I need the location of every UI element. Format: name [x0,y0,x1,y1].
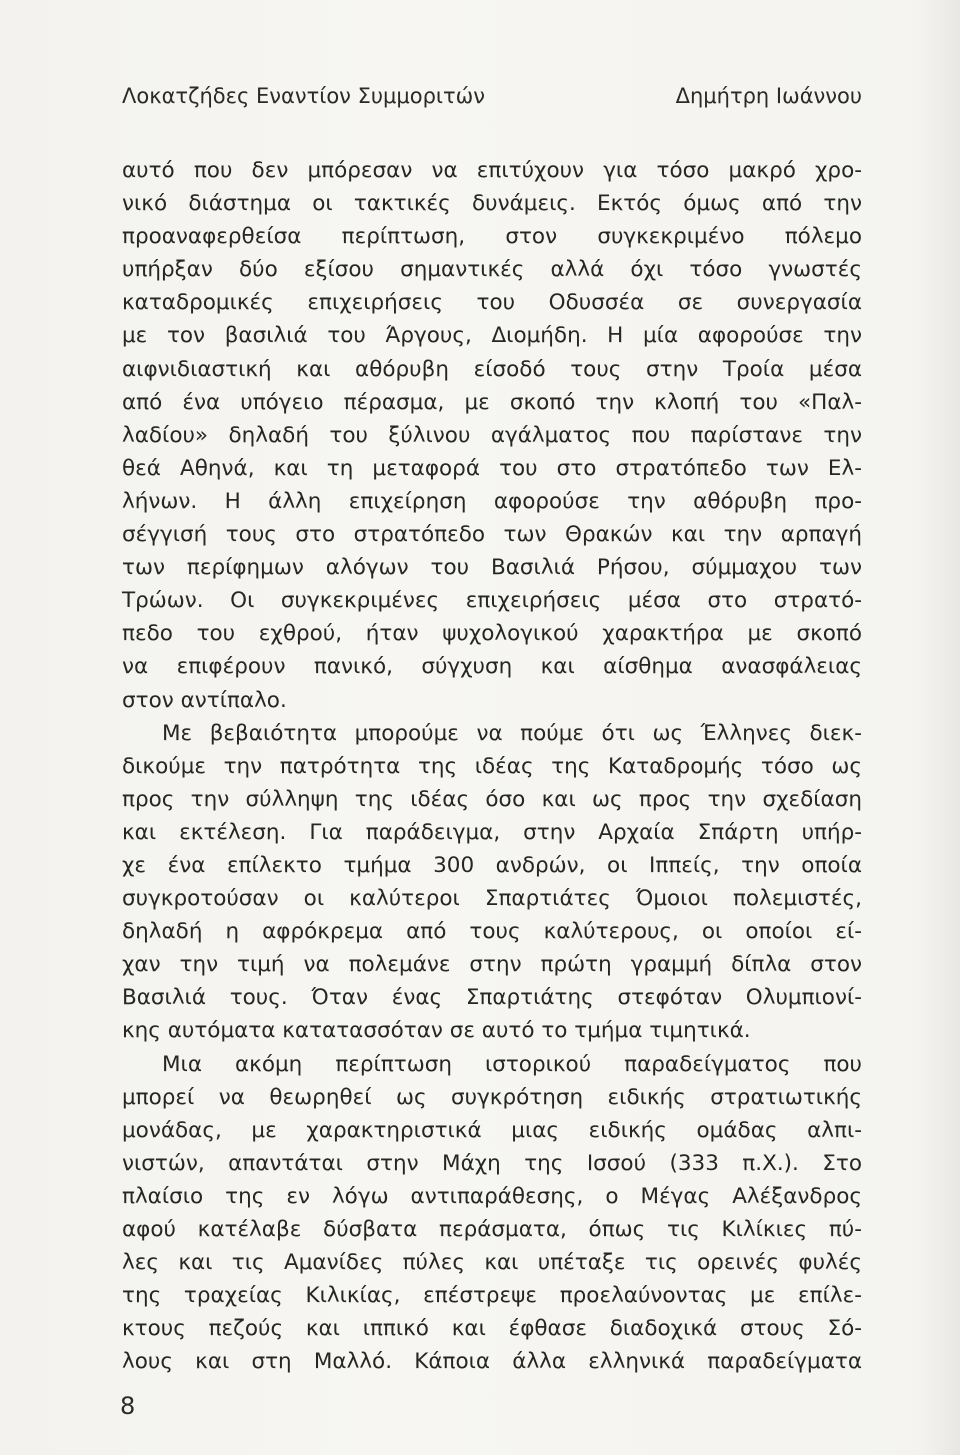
text-line: αιφνιδιαστική και αθόρυβη είσοδό τους στην Τροία μέσα [122,356,862,382]
running-header [122,84,862,108]
text-line: χε ένα επίλεκτο τμήμα 300 ανδρών, οι Ιππείς, την οποία [122,852,862,878]
text-line: πεδο του εχθρού, ήταν ψυχολογικού χαρακτήρα με σκοπό [122,621,862,647]
text-line: συγκροτούσαν οι καλύτεροι Σπαρτιάτες Όμοιοι πολεμιστές, [122,886,862,912]
text-line: λαδίου» δηλαδή του ξύλινου αγάλματος που παρίστανε την [122,422,862,448]
text-line: της τραχείας Κιλικίας, επέστρεψε προελαύνοντας με επίλε- [122,1283,862,1309]
text-line: από ένα υπόγειο πέρασμα, με σκοπό την κλοπή του «Παλ- [122,389,862,415]
text-line: λες και τις Αμανίδες πύλες και υπέταξε τις ορεινές φυλές [122,1250,862,1276]
paragraph-3 [122,1048,862,1379]
author-name: Δημήτρη Ιωάννου [675,84,862,108]
text-line: δηλαδή η αφρόκρεμα από τους καλύτερους, οι οποίοι εί- [122,919,862,945]
book-title: Λοκατζήδες Εναντίον Συμμοριτών [122,84,485,108]
text-line: αυτό που δεν μπόρεσαν να επιτύχουν για τόσο μακρό χρο- [122,158,862,183]
text-line: να επιφέρουν πανικό, σύγχυση και αίσθημα ανασφάλειας [122,654,862,680]
text-line: υπήρξαν δύο εξίσου σημαντικές αλλά όχι τόσο γνωστές [122,257,862,283]
text-line: κτους πεζούς και ιππικό και έφθασε διαδοχικά στους Σό- [122,1316,862,1342]
text-line: προς την σύλληψη της ιδέας όσο και ως προς την σχεδίαση [122,786,862,812]
text-line: και εκτέλεση. Για παράδειγμα, στην Αρχαία Σπάρτη υπήρ- [122,819,862,845]
text-line: καταδρομικές επιχειρήσεις του Οδυσσέα σε συνεργασία [122,290,862,316]
text-line: δικούμε την πατρότητα της ιδέας της Καταδρομής τόσο ως [122,753,862,779]
text-line: Μια ακόμη περίπτωση ιστορικού παραδείγματος που [162,1051,862,1077]
text-line: θεά Αθηνά, και τη μεταφορά του στο στρατόπεδο των Ελ- [122,455,862,481]
text-line: νικό διάστημα οι τακτικές δυνάμεις. Εκτός όμως από την [122,191,862,217]
text-line: προαναφερθείσα περίπτωση, στον συγκεκριμένο πόλεμο [122,224,862,250]
text-line: μπορεί να θεωρηθεί ως συγκρότηση ειδικής στρατιωτικής [122,1084,862,1110]
text-line: με τον βασιλιά του Άργους, Διομήδη. Η μία αφορούσε την [122,323,862,349]
paragraph-1 [122,154,862,717]
page-edge-shadow [920,0,960,1455]
text-line: στον αντίπαλο. [122,687,287,713]
text-line: λους και στη Μαλλό. Κάποια άλλα ελληνικά παραδείγματα [122,1349,862,1375]
text-line: κης αυτόματα κατατασσόταν σε αυτό το τμήμα τιμητικά. [122,1018,751,1044]
text-line: χαν την τιμή να πολεμάνε στην πρώτη γραμμή δίπλα στον [122,952,862,978]
page-number: 8 [120,1392,136,1420]
text-line: νιστών, απαντάται στην Μάχη της Ισσού (333 π.Χ.). Στο [122,1150,862,1176]
text-line: Βασιλιά τους. Όταν ένας Σπαρτιάτης στεφόταν Ολυμπιονί- [122,985,862,1011]
text-line: Με βεβαιότητα μπορούμε να πούμε ότι ως Έλληνες διεκ- [162,720,862,746]
text-line: αφού κατέλαβε δύσβατα περάσματα, όπως τις Κιλίκιες πύ- [122,1217,862,1242]
text-line: Τρώων. Οι συγκεκριμένες επιχειρήσεις μέσα στο στρατό- [122,588,862,614]
text-line: πλαίσιο της εν λόγω αντιπαράθεσης, ο Μέγας Αλέξανδρος [122,1183,862,1209]
paragraph-2 [122,717,862,1048]
text-line: σέγγισή τους στο στρατόπεδο των Θρακών και την αρπαγή [122,522,862,548]
text-line: λήνων. Η άλλη επιχείρηση αφορούσε την αθόρυβη προ- [122,488,862,514]
body-text [122,154,862,1378]
text-line: μονάδας, με χαρακτηριστικά μιας ειδικής ομάδας αλπι- [122,1117,862,1143]
text-line: των περίφημων αλόγων του Βασιλιά Ρήσου, σύμμαχου των [122,555,862,581]
